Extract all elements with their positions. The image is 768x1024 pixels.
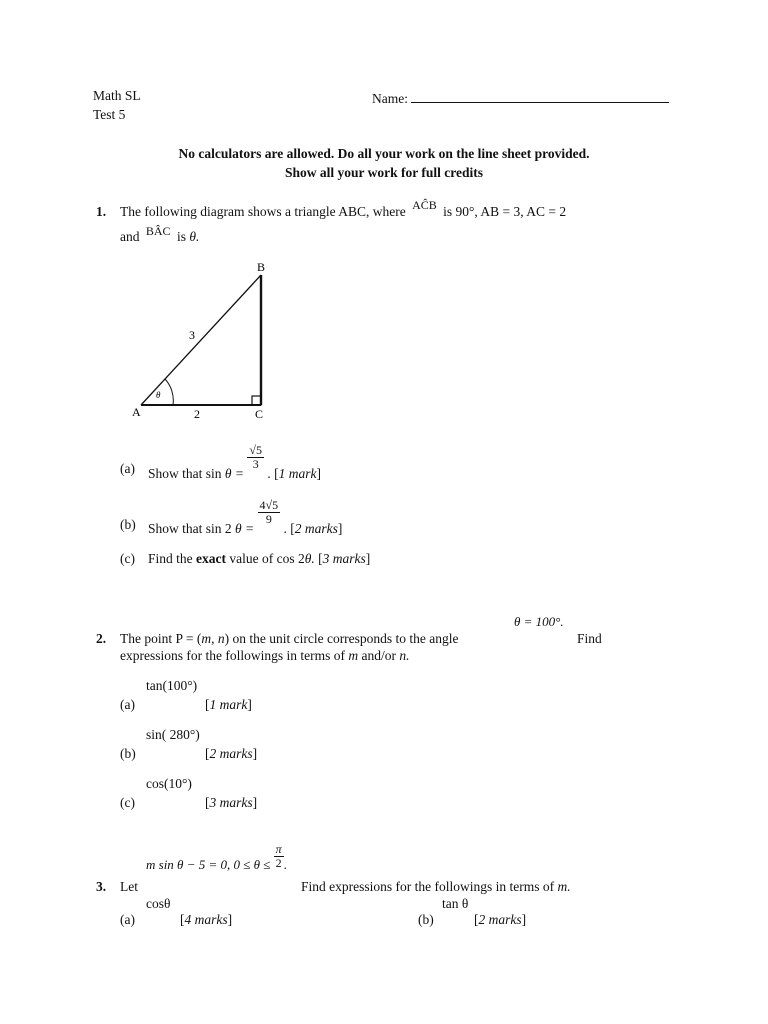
theta-arc [165, 379, 173, 405]
q1b-marks: 2 marks [294, 520, 338, 536]
q2-number: 2. [96, 631, 107, 646]
diagram-theta-label: θ [156, 390, 161, 400]
q1-intro: The following diagram shows a triangle ABC, where [120, 204, 406, 219]
q1a-text: Show that sin θ = $\frac{√5}{3}$ . [1 mark] [148, 443, 321, 481]
q2-find: Find [577, 631, 602, 646]
q1c-text: Find the exact value of cos 2θ. [3 marks] [148, 551, 371, 566]
q1-given: is 90°, AB = 3, AC = 2 [443, 204, 567, 219]
test-title: Test 5 [93, 107, 126, 122]
q2b-expression: sin( 280°) [146, 727, 200, 742]
q1a-label: (a) [120, 461, 135, 476]
side-ac-length: 2 [194, 407, 200, 421]
q2a-expression: tan(100°) [146, 678, 198, 693]
q1-angle-acb: AĈB [412, 198, 437, 212]
q1-angle-bac: BÂC [145, 224, 171, 238]
q2-theta-equation: θ = 100°. [514, 614, 564, 629]
q2c-marks: [3 marks] [205, 795, 258, 810]
q3a-label: (a) [120, 912, 135, 927]
q1-theta: θ. [189, 229, 200, 244]
side-ab [141, 275, 261, 405]
name-label: Name: [372, 91, 408, 106]
vertex-a-label: A [132, 405, 141, 419]
q1c-label: (c) [120, 551, 135, 566]
q3b-expression: tan θ [442, 896, 469, 911]
q3-text: Find expressions for the followings in terms of m. [301, 879, 571, 894]
q3-pi-fraction: $\frac{\pi}{2}$ [275, 842, 282, 871]
q1-text-line-2 [120, 224, 200, 245]
side-ab-length: 3 [189, 328, 195, 342]
instructions-line-1: No calculators are allowed. Do all your work on the line sheet provided. [178, 146, 590, 161]
q2c-label: (c) [120, 795, 135, 810]
q3b-label: (b) [418, 912, 434, 927]
q2a-marks: [1 mark] [205, 697, 252, 712]
q1b-label: (b) [120, 517, 136, 532]
vertex-c-label: C [255, 407, 264, 421]
q2c-expression: cos(10°) [146, 776, 192, 791]
q3b-marks: [2 marks] [474, 912, 527, 927]
q1a-fraction: $\frac{√5}{3}$ [249, 443, 262, 472]
course-title: Math SL [93, 88, 141, 103]
q1-and: and [120, 229, 140, 244]
q3-condition: m sin θ − 5 = 0, 0 ≤ θ ≤ $\frac{\pi}{2}$ . [146, 842, 287, 872]
q3a-marks: [4 marks] [180, 912, 233, 927]
right-angle-marker [252, 396, 261, 405]
vertex-b-label: B [257, 260, 266, 274]
q1-number: 1. [96, 204, 107, 219]
q1c-marks: 3 marks [322, 551, 366, 566]
name-blank-line [411, 88, 669, 103]
q2b-label: (b) [120, 746, 136, 761]
name-field [372, 88, 669, 107]
q3-number: 3. [96, 879, 107, 894]
q1-text-line-1 [120, 198, 567, 220]
q2b-marks: [2 marks] [205, 746, 258, 761]
q1a-marks: 1 mark [278, 465, 317, 481]
q1-is: is [176, 229, 186, 244]
q1b-fraction: $\frac{4√5}{9}$ [259, 498, 279, 527]
instructions-line-2: Show all your work for full credits [284, 165, 483, 180]
q3-let: Let [120, 879, 138, 894]
q1b-text: Show that sin 2 θ = $\frac{4√5}{9}$ . [2 marks] [148, 498, 343, 536]
q2-text-line-1: The point P = (m, n) on the unit circle corresponds to the angle [120, 631, 459, 646]
q2a-label: (a) [120, 697, 135, 712]
triangle-diagram [120, 255, 290, 425]
q2-text-line-2: expressions for the followings in terms of m and/or n. [120, 648, 410, 663]
q3a-expression: cosθ [146, 896, 171, 911]
